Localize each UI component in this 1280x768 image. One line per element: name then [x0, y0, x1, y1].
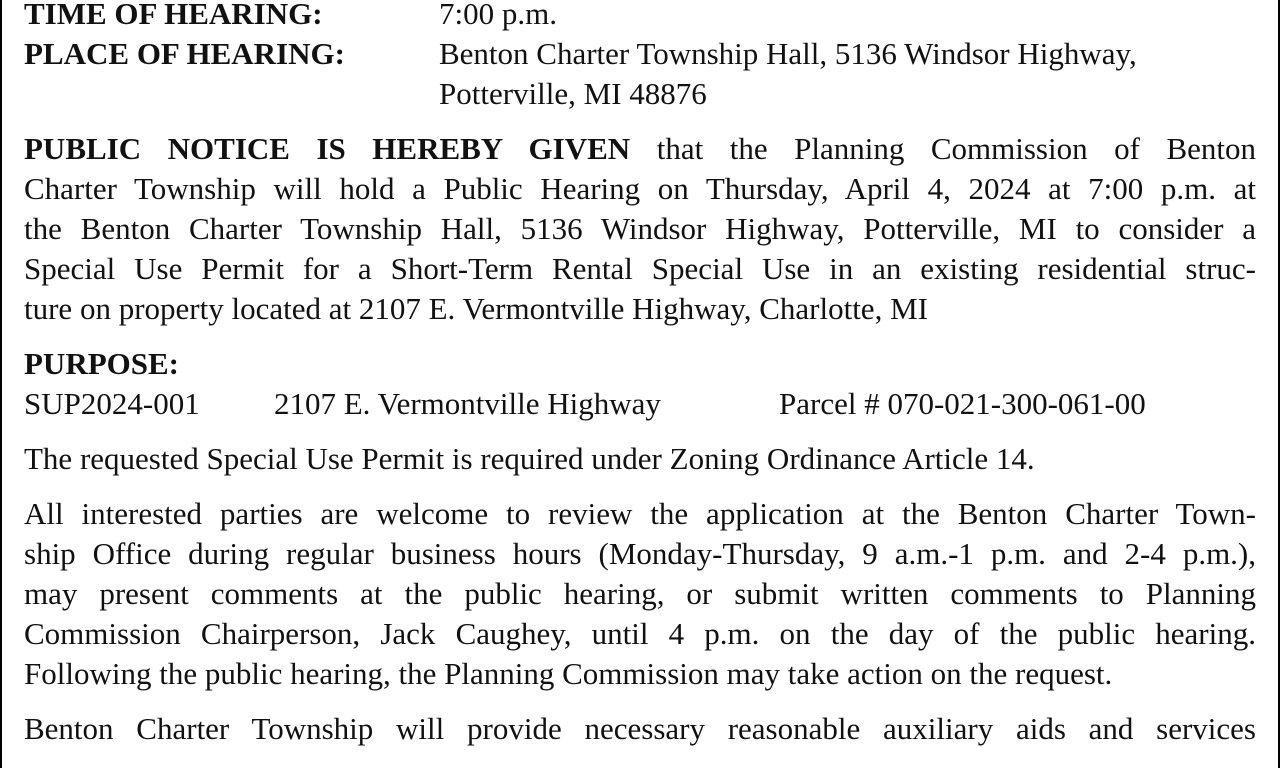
- purpose-row: [24, 384, 1256, 424]
- place-of-hearing-value-line2: Potterville, MI 48876: [439, 76, 707, 111]
- notice-line-1-rest: that the Planning Commission of Benton: [630, 131, 1256, 166]
- review-paragraph: [24, 494, 1256, 694]
- property-address: 2107 E. Vermontville Highway: [274, 386, 661, 421]
- notice-lead: PUBLIC NOTICE IS HEREBY GIVEN: [24, 131, 631, 166]
- time-of-hearing-label: TIME OF HEARING:: [24, 0, 323, 31]
- notice-line-4: Special Use Permit for a Short-Term Rental Special Use in an existing residential struc-: [24, 251, 1256, 286]
- notice-line-3: the Benton Charter Township Hall, 5136 Windsor Highway, Potterville, MI to consider a: [24, 211, 1256, 246]
- review-line-2: ship Office during regular business hours (Monday-Thursday, 9 a.m.-1 p.m. and 2-4 p.m.),: [24, 536, 1256, 571]
- time-of-hearing-value: 7:00 p.m.: [439, 0, 557, 31]
- review-line-3: may present comments at the public hearing, or submit written comments to Planning: [24, 576, 1256, 611]
- notice-line-2: Charter Township will hold a Public Hearing on Thursday, April 4, 2024 at 7:00 p.m. at: [24, 171, 1256, 206]
- time-of-hearing-row: [24, 0, 1256, 34]
- aids-line-1: Benton Charter Township will provide necessary reasonable auxiliary aids and services: [24, 711, 1256, 746]
- notice-line-1: [24, 129, 1256, 169]
- place-of-hearing-value-line1: Benton Charter Township Hall, 5136 Windsor Highway,: [439, 36, 1137, 71]
- public-notice-paragraph: [24, 129, 1256, 329]
- notice-line-5: ture on property located at 2107 E. Vermontville Highway, Charlotte, MI: [24, 291, 928, 326]
- place-of-hearing-row: [24, 34, 1256, 74]
- review-line-4: Commission Chairperson, Jack Caughey, until 4 p.m. on the day of the public hearing.: [24, 616, 1256, 651]
- place-of-hearing-label: PLACE OF HEARING:: [24, 36, 345, 71]
- requirement-text: The requested Special Use Permit is required under Zoning Ordinance Article 14.: [24, 441, 1035, 476]
- parcel-number: Parcel # 070-021-300-061-00: [779, 386, 1146, 421]
- case-id: SUP2024-001: [24, 386, 200, 421]
- purpose-heading: PURPOSE:: [24, 346, 179, 381]
- review-line-1: All interested parties are welcome to review the application at the Benton Charter Town-: [24, 496, 1256, 531]
- review-line-5: Following the public hearing, the Planning Commission may take action on the request.: [24, 656, 1113, 691]
- aids-paragraph: [24, 709, 1256, 749]
- notice-content: [24, 0, 1256, 749]
